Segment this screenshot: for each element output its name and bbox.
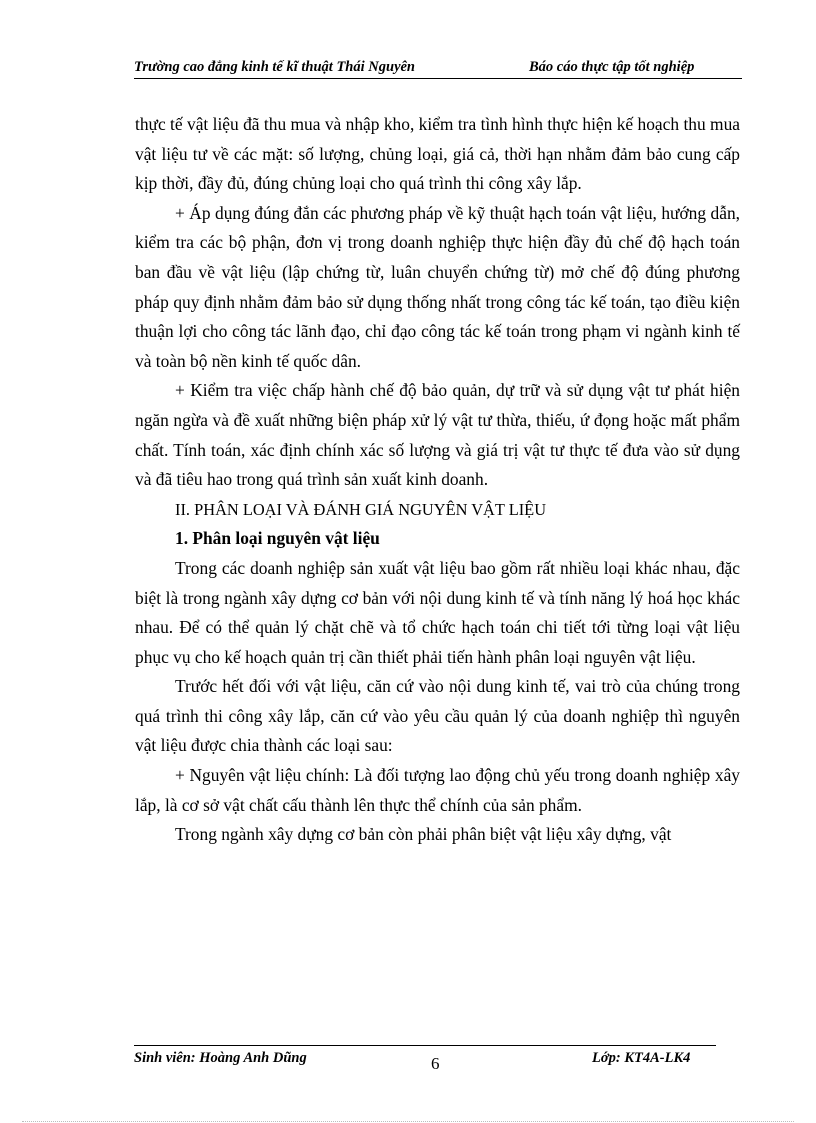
header-divider: [134, 78, 742, 79]
header-school-name: Trường cao đẳng kinh tế kĩ thuật Thái Nguyên: [134, 59, 416, 75]
header-report-title: Báo cáo thực tập tốt nghiệp: [529, 59, 695, 75]
paragraph-classification-intro: Trong các doanh nghiệp sản xuất vật liệu bao gồm rất nhiều loại khác nhau, đặc biệt là trong ngành xây dựng cơ bản với nội dung kinh tế và tính năng lý hoá học khác nhau. Để có thể quản lý chặt chẽ và tổ chức hạch toán chi tiết tới từng loại vật liệu phục vụ cho kế hoạch quản trị cần thiết phải tiến hành phân loại nguyên vật liệu.: [135, 557, 740, 667]
paragraph-main-materials: + Nguyên vật liệu chính: Là đối tượng lao động chủ yếu trong doanh nghiệp xây lắp, là cơ sở vật chất cấu thành lên thực thể chính của sản phẩm.: [135, 765, 740, 815]
footer-class: Lớp: KT4A-LK4: [592, 1050, 691, 1066]
paragraph-accounting-methods: + Áp dụng đúng đắn các phương pháp về kỹ thuật hạch toán vật liệu, hướng dẫn, kiểm tra các bộ phận, đơn vị trong doanh nghiệp thực hiện đầy đủ chế độ hạch toán ban đầu về vật liệu (lập chứng từ, luân chuyển chứng từ) mở chế độ đúng phương pháp quy định nhằm đảm bảo sử dụng thống nhất trong công tác kế toán, tạo điều kiện thuận lợi cho công tác lãnh đạo, chỉ đạo công tác kế toán trong phạm vi ngành kinh tế và toàn bộ nền kinh tế quốc dân.: [135, 202, 740, 371]
footer-student-name: Sinh viên: Hoàng Anh Dũng: [134, 1050, 307, 1066]
page-footer: [134, 1048, 742, 1078]
subsection-heading: 1. Phân loại nguyên vật liệu: [175, 528, 380, 549]
document-body: [135, 110, 740, 850]
page-number: 6: [431, 1054, 440, 1073]
page-edge-dots: [22, 1121, 794, 1122]
paragraph-classification-basis: Trước hết đối với vật liệu, căn cứ vào nội dung kinh tế, vai trò của chúng trong quá trình thi công xây lắp, căn cứ vào yêu cầu quản lý của doanh nghiệp thì nguyên vật liệu được chia thành các loại sau:: [135, 676, 740, 756]
page-header: [134, 56, 742, 80]
paragraph-inventory-check: + Kiểm tra việc chấp hành chế độ bảo quản, dự trữ và sử dụng vật tư phát hiện ngăn ngừa và đề xuất những biện pháp xử lý vật tư thừa, thiếu, ứ đọng hoặc mất phẩm chất. Tính toán, xác định chính xác số lượng và giá trị vật tư thực tế đưa vào sử dụng và đã tiêu hao trong quá trình sản xuất kinh doanh.: [135, 380, 740, 490]
paragraph-continuation: thực tế vật liệu đã thu mua và nhập kho, kiểm tra tình hình thực hiện kế hoạch thu mua vật liệu tư về các mặt: số lượng, chủng loại, giá cả, thời hạn nhằm đảm bảo cung cấp kịp thời, đầy đủ, đúng chủng loại cho quá trình thi công xây lắp.: [135, 114, 740, 194]
footer-divider: [134, 1045, 716, 1046]
section-heading: II. PHÂN LOẠI VÀ ĐÁNH GIÁ NGUYÊN VẬT LIỆU: [175, 499, 547, 519]
paragraph-construction-materials: Trong ngành xây dựng cơ bản còn phải phân biệt vật liệu xây dựng, vật: [175, 824, 672, 845]
